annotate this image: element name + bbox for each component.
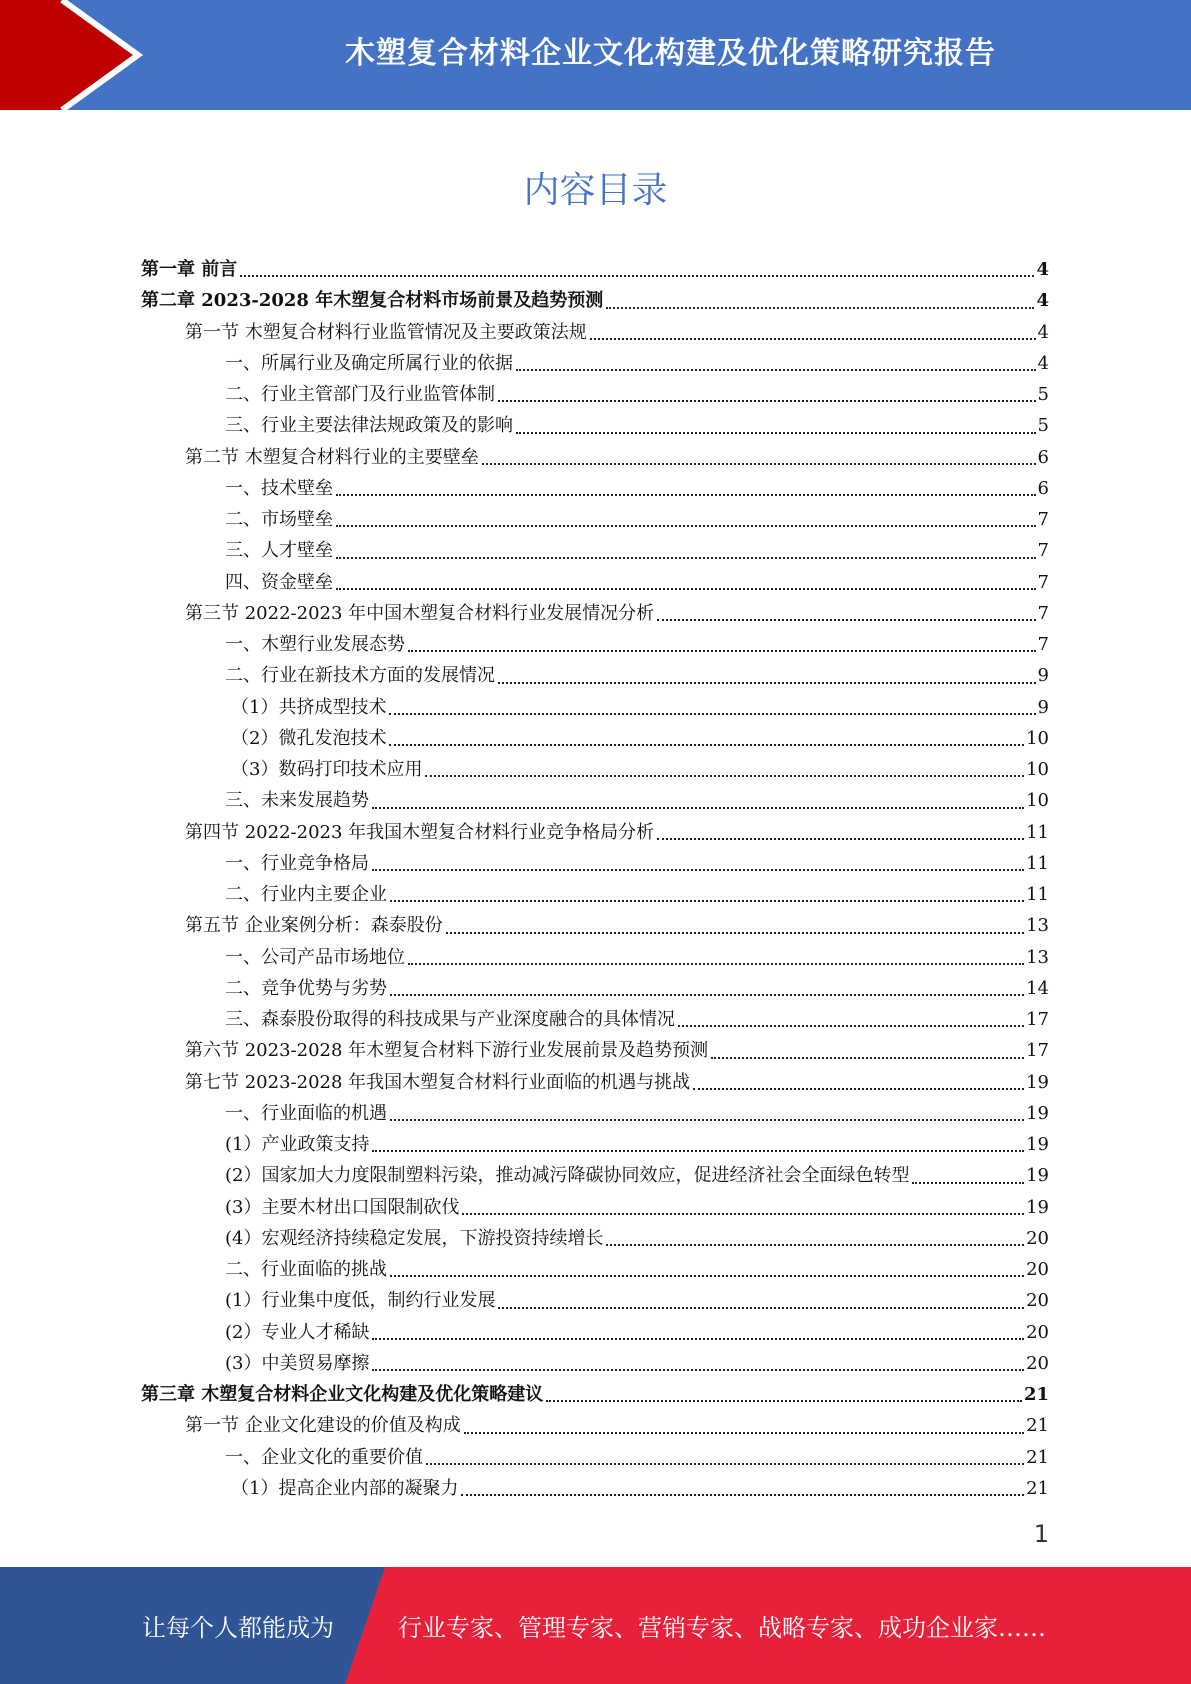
toc-entry-title: 一、行业面临的机遇 [225, 1102, 387, 1124]
toc-entry[interactable] [141, 1067, 1049, 1098]
toc-entry-page: 6 [1037, 477, 1049, 499]
toc-entry-title: （1）提高企业内部的凝聚力 [231, 1477, 459, 1499]
dot-leader [606, 307, 1034, 309]
toc-entry[interactable] [141, 942, 1049, 973]
toc-entry-page: 13 [1026, 946, 1049, 968]
header-arrow-decoration [0, 0, 150, 110]
toc-entry-title: （2）微孔发泡技术 [231, 727, 387, 749]
toc-entry-title: 二、行业内主要企业 [225, 884, 387, 906]
dot-leader [336, 557, 1036, 559]
dot-leader [711, 1057, 1024, 1059]
toc-entry-title: (1）产业政策支持 [225, 1134, 370, 1156]
toc-entry[interactable] [141, 817, 1049, 848]
toc-entry-page: 5 [1037, 384, 1049, 406]
dot-leader [426, 1463, 1024, 1465]
toc-entry-title: 一、企业文化的重要价值 [225, 1446, 423, 1468]
dot-leader [390, 900, 1024, 902]
toc-entry-page: 10 [1026, 790, 1049, 812]
toc-entry-page: 19 [1026, 1071, 1049, 1093]
toc-entry-page: 4 [1037, 321, 1049, 343]
toc-entry-page: 21 [1026, 1446, 1049, 1468]
toc-entry-title: 第四节 2022-2023 年我国木塑复合材料行业竞争格局分析 [185, 821, 655, 843]
footer-slogan-left: 让每个人都能成为 [142, 1614, 334, 1642]
toc-entry[interactable] [141, 692, 1049, 723]
toc-entry-title: 第一章 前言 [141, 259, 238, 281]
toc-entry-page: 4 [1037, 352, 1049, 374]
toc-entry-title: 二、竞争优势与劣势 [225, 977, 387, 999]
dot-leader [372, 1338, 1024, 1340]
dot-leader [408, 650, 1036, 652]
dot-leader [336, 588, 1036, 590]
toc-entry-title: 三、行业主要法律法规政策及的影响 [225, 415, 513, 437]
toc-entry-page: 9 [1037, 696, 1049, 718]
toc-entry-title: 一、公司产品市场地位 [225, 946, 405, 968]
toc-entry-title: (2）国家加大力度限制塑料污染，推动减污降碳协同效应，促进经济社会全面绿色转型 [225, 1165, 910, 1187]
toc-entry-title: 第三章 木塑复合材料企业文化构建及优化策略建议 [141, 1384, 544, 1406]
dot-leader [516, 369, 1036, 371]
dot-leader [372, 807, 1024, 809]
dot-leader [498, 682, 1036, 684]
toc-entry[interactable] [141, 567, 1049, 598]
toc-entry-page: 17 [1026, 1040, 1049, 1062]
dot-leader [240, 275, 1034, 277]
toc-entry-title: 一、行业竞争格局 [225, 852, 369, 874]
toc-entry-page: 14 [1026, 977, 1049, 999]
toc-entry[interactable] [141, 629, 1049, 660]
dot-leader [678, 1025, 1024, 1027]
dot-leader [498, 400, 1036, 402]
toc-entry[interactable] [141, 535, 1049, 566]
toc-entry-page: 19 [1026, 1102, 1049, 1124]
toc-entry-title: 二、行业面临的挑战 [225, 1259, 387, 1281]
toc-entry[interactable] [141, 660, 1049, 691]
toc-entry-page: 21 [1026, 1477, 1049, 1499]
toc-entry-page: 11 [1026, 884, 1049, 906]
toc-entry-page: 9 [1037, 665, 1049, 687]
toc-entry-page: 10 [1026, 759, 1049, 781]
toc-entry-page: 11 [1026, 852, 1049, 874]
toc-entry[interactable] [141, 1223, 1049, 1254]
toc-entry-page: 20 [1026, 1321, 1049, 1343]
dot-leader [912, 1182, 1024, 1184]
toc-entry-page: 13 [1026, 915, 1049, 937]
toc-entry-page: 20 [1026, 1290, 1049, 1312]
dot-leader [425, 775, 1024, 777]
toc-entry-page: 7 [1037, 571, 1049, 593]
toc-entry[interactable] [141, 1254, 1049, 1285]
toc-entry[interactable] [141, 254, 1049, 285]
toc-entry[interactable] [141, 1129, 1049, 1160]
toc-entry-page: 10 [1026, 727, 1049, 749]
toc-entry-page: 7 [1037, 634, 1049, 656]
toc-entry-page: 11 [1026, 821, 1049, 843]
toc-entry-title: 三、人才壁垒 [225, 540, 333, 562]
toc-entry-title: 第五节 企业案例分析：森泰股份 [185, 915, 443, 937]
toc-entry-title: 第三节 2022-2023 年中国木塑复合材料行业发展情况分析 [185, 602, 655, 624]
toc-entry[interactable] [141, 785, 1049, 816]
toc-entry-title: 第一节 木塑复合材料行业监管情况及主要政策法规 [185, 321, 587, 343]
dot-leader [498, 1307, 1024, 1309]
toc-entry[interactable] [141, 723, 1049, 754]
toc-entry[interactable] [141, 754, 1049, 785]
footer-slogan-right: 行业专家、管理专家、营销专家、战略专家、成功企业家…… [398, 1614, 1046, 1642]
dot-leader [546, 1400, 1022, 1402]
dot-leader [390, 994, 1024, 996]
dot-leader [693, 1088, 1024, 1090]
toc-entry-title: (4）宏观经济持续稳定发展，下游投资持续增长 [225, 1227, 604, 1249]
toc-entry[interactable] [141, 285, 1049, 316]
toc-entry[interactable] [141, 1285, 1049, 1316]
footer-band [0, 1567, 1191, 1684]
toc-entry-title: (3）主要木材出口国限制砍伐 [225, 1196, 460, 1218]
toc-entry[interactable] [141, 1192, 1049, 1223]
toc-entry[interactable] [141, 410, 1049, 441]
toc-entry-title: 第一节 企业文化建设的价值及构成 [185, 1415, 461, 1437]
toc-entry-title: 第六节 2023-2028 年木塑复合材料下游行业发展前景及趋势预测 [185, 1040, 709, 1062]
dot-leader [389, 744, 1024, 746]
toc-entry-title: (3）中美贸易摩擦 [225, 1352, 370, 1374]
toc-entry-page: 19 [1026, 1165, 1049, 1187]
toc-entry-title: 三、森泰股份取得的科技成果与产业深度融合的具体情况 [225, 1009, 675, 1031]
dot-leader [606, 1244, 1024, 1246]
toc-entry[interactable] [141, 1410, 1049, 1441]
dot-leader [461, 1494, 1024, 1496]
toc-entry-page: 17 [1026, 1009, 1049, 1031]
toc-entry-title: 一、技术壁垒 [225, 477, 333, 499]
toc-entry[interactable] [141, 1348, 1049, 1379]
dot-leader [372, 1150, 1024, 1152]
toc-entry-page: 21 [1026, 1415, 1049, 1437]
toc-entry[interactable] [141, 1160, 1049, 1191]
toc-entry[interactable] [141, 504, 1049, 535]
dot-leader [464, 1432, 1024, 1434]
dot-leader [462, 1213, 1024, 1215]
toc-entry-title: 二、行业在新技术方面的发展情况 [225, 665, 495, 687]
toc-entry-page: 19 [1026, 1196, 1049, 1218]
toc-entry-page: 21 [1023, 1384, 1049, 1406]
toc-entry-title: (2）专业人才稀缺 [225, 1321, 370, 1343]
report-title: 木塑复合材料企业文化构建及优化策略研究报告 [345, 36, 996, 71]
toc-entry-title: （3）数码打印技术应用 [231, 759, 423, 781]
dot-leader [408, 963, 1024, 965]
toc-entry-title: （1）共挤成型技术 [231, 696, 387, 718]
toc-entry-page: 7 [1037, 602, 1049, 624]
toc-list [141, 254, 1049, 1504]
toc-entry-title: 二、市场壁垒 [225, 509, 333, 531]
toc-entry[interactable] [141, 1379, 1049, 1410]
toc-entry[interactable] [141, 317, 1049, 348]
toc-entry[interactable] [141, 379, 1049, 410]
dot-leader [657, 619, 1035, 621]
header-band [0, 0, 1191, 110]
dot-leader [336, 494, 1036, 496]
dot-leader [372, 869, 1024, 871]
toc-entry-page: 5 [1037, 415, 1049, 437]
toc-entry-title: 四、资金壁垒 [225, 571, 333, 593]
toc-entry-page: 19 [1026, 1134, 1049, 1156]
toc-entry-page: 7 [1037, 509, 1049, 531]
toc-entry[interactable] [141, 1035, 1049, 1066]
toc-entry-title: 第二章 2023-2028 年木塑复合材料市场前景及趋势预测 [141, 290, 604, 312]
toc-entry[interactable] [141, 973, 1049, 1004]
toc-entry[interactable] [141, 1473, 1049, 1504]
dot-leader [390, 1275, 1024, 1277]
toc-entry[interactable] [141, 879, 1049, 910]
dot-leader [389, 713, 1035, 715]
dot-leader [590, 338, 1036, 340]
toc-entry-title: (1）行业集中度低，制约行业发展 [225, 1290, 496, 1312]
page-number: 1 [1033, 1520, 1049, 1548]
toc-entry[interactable] [141, 1317, 1049, 1348]
toc-entry-page: 20 [1026, 1352, 1049, 1374]
toc-entry-page: 4 [1036, 259, 1049, 281]
dot-leader [372, 1369, 1024, 1371]
toc-entry[interactable] [141, 1442, 1049, 1473]
toc-entry[interactable] [141, 910, 1049, 941]
dot-leader [516, 432, 1036, 434]
toc-entry-page: 6 [1037, 446, 1049, 468]
toc-entry[interactable] [141, 1004, 1049, 1035]
toc-entry[interactable] [141, 1098, 1049, 1129]
toc-entry[interactable] [141, 473, 1049, 504]
toc-entry[interactable] [141, 348, 1049, 379]
toc-entry[interactable] [141, 442, 1049, 473]
toc-entry-title: 第七节 2023-2028 年我国木塑复合材料行业面临的机遇与挑战 [185, 1071, 691, 1093]
toc-heading: 内容目录 [523, 170, 668, 211]
toc-entry-title: 三、未来发展趋势 [225, 790, 369, 812]
toc-entry-page: 4 [1036, 290, 1049, 312]
toc-entry[interactable] [141, 598, 1049, 629]
dot-leader [482, 463, 1036, 465]
toc-entry-title: 一、所属行业及确定所属行业的依据 [225, 352, 513, 374]
dot-leader [336, 525, 1036, 527]
toc-entry-page: 7 [1037, 540, 1049, 562]
toc-entry-title: 第二节 木塑复合材料行业的主要壁垒 [185, 446, 479, 468]
toc-entry-page: 20 [1026, 1259, 1049, 1281]
toc-entry-title: 二、行业主管部门及行业监管体制 [225, 384, 495, 406]
toc-entry[interactable] [141, 848, 1049, 879]
toc-entry-title: 一、木塑行业发展态势 [225, 634, 405, 656]
dot-leader [657, 838, 1024, 840]
toc-entry-page: 20 [1026, 1227, 1049, 1249]
dot-leader [390, 1119, 1024, 1121]
dot-leader [446, 932, 1024, 934]
